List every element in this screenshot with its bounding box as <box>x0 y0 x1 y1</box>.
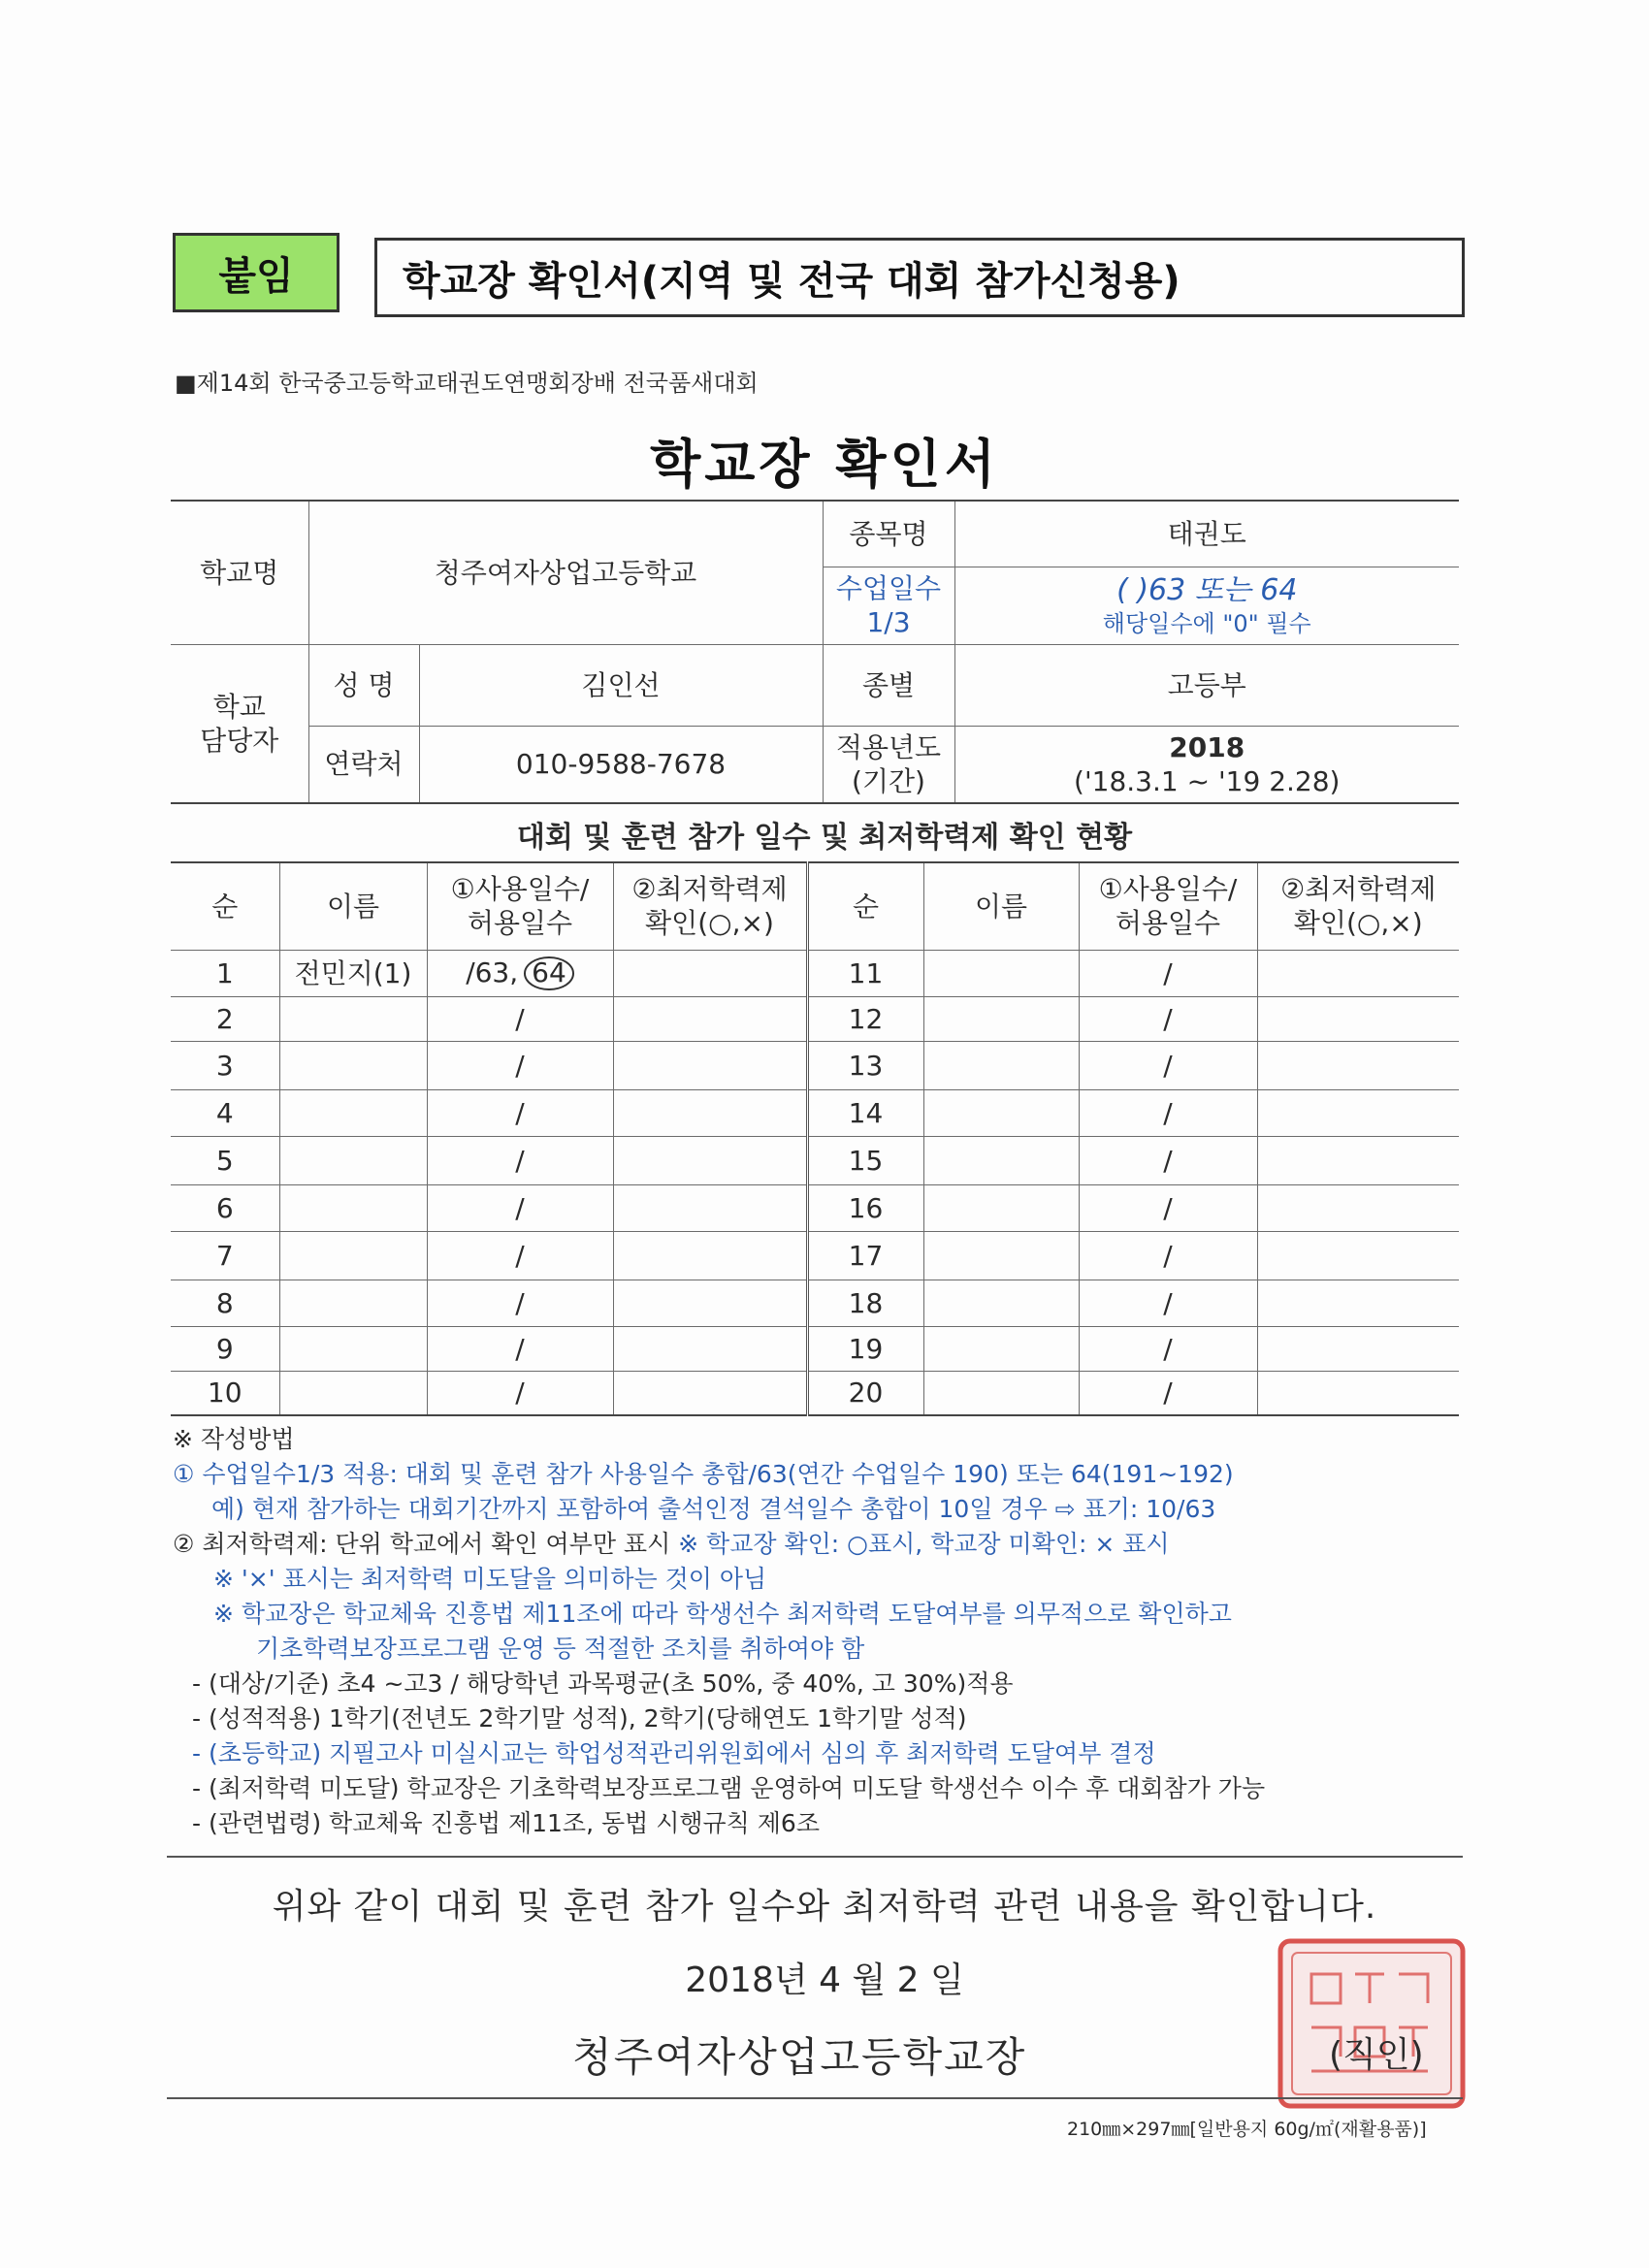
row-name-right <box>923 1041 1079 1089</box>
row-number: 4 <box>171 1089 279 1136</box>
contact-value: 010-9588-7678 <box>419 726 823 803</box>
footer-divider <box>167 2097 1463 2099</box>
writing-notes <box>173 1422 1463 1841</box>
year-label-line2: (기간) <box>852 764 925 797</box>
row-check <box>613 1326 807 1371</box>
row-check-right <box>1257 1326 1459 1371</box>
header-title: 학교장 확인서(지역 및 전국 대회 참가신청용) <box>374 238 1465 317</box>
row-days: / <box>427 1136 613 1184</box>
row-check <box>613 1280 807 1326</box>
year-label <box>823 726 954 803</box>
class-days-label <box>823 567 954 644</box>
row-days-right: / <box>1079 1326 1257 1371</box>
note-2 <box>173 1527 1463 1562</box>
row-days-right: / <box>1079 1280 1257 1326</box>
row-number-right: 17 <box>807 1231 923 1280</box>
row-name-right <box>923 1136 1079 1184</box>
table-row <box>171 996 1459 1041</box>
division-label: 종별 <box>823 644 954 726</box>
table-row <box>171 1326 1459 1371</box>
row-number: 5 <box>171 1136 279 1184</box>
table-row <box>171 1041 1459 1089</box>
row-check <box>613 1136 807 1184</box>
row-days: / <box>427 1089 613 1136</box>
row-name <box>279 1041 427 1089</box>
table-row <box>171 1371 1459 1415</box>
row-name-right <box>923 1231 1079 1280</box>
row-check-right <box>1257 1136 1459 1184</box>
paper-spec: 210㎜×297㎜[일반용지 60g/㎡(재활용품)] <box>1067 2119 1427 2140</box>
row-number: 1 <box>171 950 279 996</box>
row-number: 3 <box>171 1041 279 1089</box>
division-value: 고등부 <box>954 644 1459 726</box>
manager-label <box>171 644 308 803</box>
table-row <box>171 1280 1459 1326</box>
row-check <box>613 1184 807 1231</box>
row-name <box>279 1326 427 1371</box>
document-title: 학교장 확인서 <box>650 434 999 495</box>
class-days-label-line1: 수업일수 <box>835 572 942 604</box>
name-label: 성 명 <box>308 644 419 726</box>
row-name-right <box>923 1326 1079 1371</box>
row-number-right: 12 <box>807 996 923 1041</box>
header-check-right <box>1257 862 1459 950</box>
row-name-right <box>923 1184 1079 1231</box>
principal-name: 청주여자상업고등학교장 <box>572 2033 1027 2081</box>
row-number-right: 20 <box>807 1371 923 1415</box>
row-days-right: / <box>1079 1089 1257 1136</box>
row-days <box>427 950 613 996</box>
table-row <box>171 950 1459 996</box>
row-name-right <box>923 1089 1079 1136</box>
class-days-label-line2: 1/3 <box>866 606 911 638</box>
row-days-right: / <box>1079 1136 1257 1184</box>
row-number-right: 19 <box>807 1326 923 1371</box>
row-number: 7 <box>171 1231 279 1280</box>
row-days: / <box>427 1041 613 1089</box>
header-days-line2: 허용일수 <box>467 907 573 940</box>
table-row <box>171 1231 1459 1280</box>
row-number-right: 13 <box>807 1041 923 1089</box>
header-days-right-line2: 허용일수 <box>1115 907 1221 940</box>
row-days: / <box>427 1371 613 1415</box>
manager-label-line1: 학교 <box>212 690 266 723</box>
note-4a: ※ 학교장은 학교체육 진흥법 제11조에 따라 학생선수 최저학력 도달여부를 의무적으로 확인하고 <box>213 1600 1232 1628</box>
row-check <box>613 1371 807 1415</box>
header-check-line1: ②최저학력제 <box>631 873 788 906</box>
info-table <box>171 500 1459 804</box>
row-number-right: 11 <box>807 950 923 996</box>
note-7: - (초등학교) 지필고사 미실시교는 학업성적관리위원회에서 심의 후 최저학력 도달여부 결정 <box>192 1739 1156 1767</box>
row-check <box>613 996 807 1041</box>
row-number: 2 <box>171 996 279 1041</box>
header-name: 이름 <box>279 862 427 950</box>
note-2b: ※ 학교장 확인: ○표시, 학교장 미확인: × 표시 <box>670 1530 1170 1558</box>
row-check-right <box>1257 950 1459 996</box>
note-4b: 기초학력보장프로그램 운영 등 적절한 조치를 취하여야 함 <box>256 1635 865 1663</box>
row-name <box>279 1184 427 1231</box>
school-name: 청주여자상업고등학교 <box>308 501 823 644</box>
header-check-right-line1: ②최저학력제 <box>1280 873 1437 906</box>
row-check-right <box>1257 1280 1459 1326</box>
row-check <box>613 1041 807 1089</box>
row-name-right <box>923 1371 1079 1415</box>
row-number-right: 16 <box>807 1184 923 1231</box>
note-9: - (관련법령) 학교체육 진흥법 제11조, 동법 시행규칙 제6조 <box>192 1809 820 1837</box>
notes-heading: ※ 작성방법 <box>173 1425 295 1453</box>
note-2a: ② 최저학력제: 단위 학교에서 확인 여부만 표시 <box>173 1530 671 1558</box>
row-check-right <box>1257 996 1459 1041</box>
row-days: / <box>427 1184 613 1231</box>
issue-date: 2018년 4 월 2 일 <box>685 1960 964 2000</box>
year-label-line1: 적용년도 <box>835 730 942 763</box>
status-title: 대회 및 훈련 참가 일수 및 최저학력제 확인 현황 <box>516 821 1133 855</box>
header-days-right-line1: ①사용일수/ <box>1098 873 1238 906</box>
header-check-right-line2: 확인(○,×) <box>1293 907 1423 940</box>
seal-label: (직인) <box>1329 2035 1424 2075</box>
row-days-right: / <box>1079 1184 1257 1231</box>
header-no: 순 <box>171 862 279 950</box>
row-name-right <box>923 1280 1079 1326</box>
note-1a: ① 수업일수1/3 적용: 대회 및 훈련 참가 사용일수 총합/63(연간 수업일수 190) 또는 64(191~192) <box>173 1460 1234 1488</box>
note-6: - (성적적용) 1학기(전년도 2학기말 성적), 2학기(당해연도 1학기말 성적) <box>192 1704 967 1733</box>
row-check-right <box>1257 1371 1459 1415</box>
row-days-right: / <box>1079 1371 1257 1415</box>
row-check-right <box>1257 1231 1459 1280</box>
note-5: - (대상/기준) 초4 ~고3 / 해당학년 과목평균(초 50%, 중 40%, 고 30%)적용 <box>192 1669 1014 1698</box>
header-no-right: 순 <box>807 862 923 950</box>
row-days: / <box>427 1231 613 1280</box>
confirmation-text: 위와 같이 대회 및 훈련 참가 일수와 최저학력 관련 내용을 확인합니다. <box>272 1887 1377 1927</box>
header-check <box>613 862 807 950</box>
row-days-right: / <box>1079 950 1257 996</box>
row-name <box>279 1231 427 1280</box>
attachment-tag: 붙임 <box>173 233 340 312</box>
row-number: 10 <box>171 1371 279 1415</box>
header-days <box>427 862 613 950</box>
row-days: / <box>427 1280 613 1326</box>
class-days-note: 해당일수에 "0" 필수 <box>1102 609 1311 637</box>
row-name-right <box>923 996 1079 1041</box>
row-check <box>613 1089 807 1136</box>
table-row <box>171 1089 1459 1136</box>
manager-name: 김인선 <box>419 644 823 726</box>
row-days-right: / <box>1079 996 1257 1041</box>
year-value <box>954 726 1459 803</box>
row-name <box>279 1089 427 1136</box>
roster-table <box>171 861 1459 1416</box>
header-days-line1: ①사용일수/ <box>450 873 590 906</box>
row-name <box>279 1280 427 1326</box>
row-check-right <box>1257 1184 1459 1231</box>
period: ('18.3.1 ~ '19 2.28) <box>1074 764 1341 797</box>
row-number-right: 15 <box>807 1136 923 1184</box>
row-name: 전민지(1) <box>279 950 427 996</box>
note-3: ※ '×' 표시는 최저학력 미도달을 의미하는 것이 아님 <box>213 1565 767 1593</box>
table-row <box>171 1184 1459 1231</box>
days-allowed-circled: 64 <box>524 956 574 990</box>
row-number: 9 <box>171 1326 279 1371</box>
row-name <box>279 1136 427 1184</box>
contact-label: 연락처 <box>308 726 419 803</box>
row-days-right: / <box>1079 1041 1257 1089</box>
header-check-line2: 확인(○,×) <box>645 907 774 940</box>
row-days: / <box>427 1326 613 1371</box>
note-1b: 예) 현재 참가하는 대회기간까지 포함하여 출석인정 결석일수 총합이 10일 경우 ⇨ 표기: 10/63 <box>211 1495 1216 1523</box>
row-name-right <box>923 950 1079 996</box>
row-number: 6 <box>171 1184 279 1231</box>
row-days: / <box>427 996 613 1041</box>
row-check <box>613 1231 807 1280</box>
table-row <box>171 1136 1459 1184</box>
class-days-value <box>954 567 1459 644</box>
row-check <box>613 950 807 996</box>
row-check-right <box>1257 1089 1459 1136</box>
manager-label-line2: 담당자 <box>200 724 279 757</box>
row-number-right: 18 <box>807 1280 923 1326</box>
class-days-options: ( )63 또는 64 <box>1116 573 1298 608</box>
row-number: 8 <box>171 1280 279 1326</box>
year: 2018 <box>1169 730 1245 763</box>
header-name-right: 이름 <box>923 862 1079 950</box>
sport-label: 종목명 <box>823 501 954 567</box>
note-8: - (최저학력 미도달) 학교장은 기초학력보장프로그램 운영하여 미도달 학생선수 이수 후 대회참가 가능 <box>192 1774 1266 1802</box>
notes-divider <box>167 1856 1463 1858</box>
sport-value: 태권도 <box>954 501 1459 567</box>
event-name: ■제14회 한국중고등학교태권도연맹회장배 전국품새대회 <box>175 370 759 397</box>
days-used-prefix: /63, <box>466 956 519 989</box>
school-label: 학교명 <box>171 501 308 644</box>
row-name <box>279 1371 427 1415</box>
row-number-right: 14 <box>807 1089 923 1136</box>
header-days-right <box>1079 862 1257 950</box>
row-name <box>279 996 427 1041</box>
official-seal-icon <box>1273 1935 1471 2112</box>
row-days-right: / <box>1079 1231 1257 1280</box>
row-check-right <box>1257 1041 1459 1089</box>
